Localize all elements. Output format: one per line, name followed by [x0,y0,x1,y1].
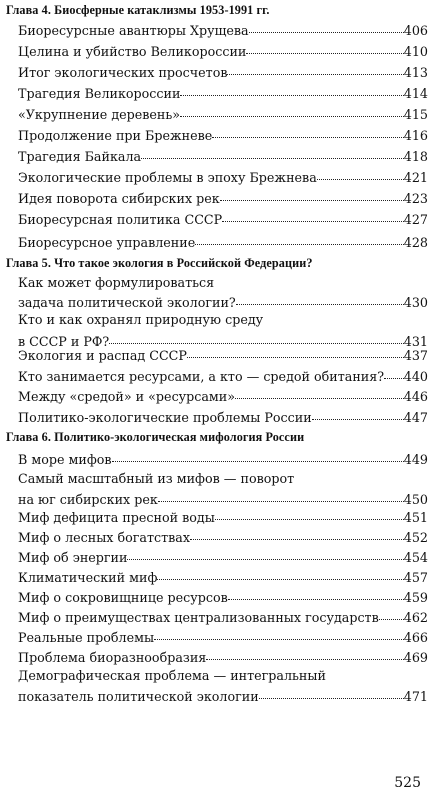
entry-page: 471 [403,688,428,704]
dot-leader [222,221,404,222]
dot-leader [379,619,404,620]
toc-entry [18,193,428,206]
entry-page: 469 [403,650,428,665]
toc-entry [18,46,428,59]
toc-entry [18,632,428,645]
dot-leader [158,501,404,502]
dot-leader [227,74,403,75]
toc-entry [18,592,428,605]
entry-page: 428 [403,235,428,250]
entry-page: 416 [403,128,428,143]
entry-title: В море мифов [18,452,112,467]
dot-leader [180,95,403,96]
entry-page: 454 [403,550,428,565]
toc-entry [18,214,428,227]
dot-leader [112,461,404,462]
entry-title: Политико-экологические проблемы России [18,410,312,425]
entry-title: Реальные проблемы [18,630,155,645]
dot-leader [246,53,403,54]
dot-leader [259,698,404,699]
toc-entry [18,412,428,425]
dot-leader [236,304,404,305]
toc-entry [18,473,428,506]
page-number: 525 [394,775,421,791]
toc-entry [18,454,428,467]
toc-entry [18,25,428,38]
dot-leader [384,378,404,379]
entry-title: Миф об энергии [18,550,128,565]
entry-page: 459 [403,590,428,605]
dot-leader [127,559,403,560]
dot-leader [317,179,404,180]
dot-leader [195,244,404,245]
dot-leader [228,599,404,600]
entry-title: Биоресурсные авантюры Хрущева [18,23,249,38]
toc-entry [18,532,428,545]
entry-title: Трагедия Великороссии [18,86,181,101]
dot-leader [220,200,404,201]
entry-title: Миф дефицита пресной воды [18,510,215,525]
toc-entry [18,237,428,250]
entry-title: Продолжение при Брежневе [18,128,213,143]
entry-title: Трагедия Байкала [18,149,142,164]
entry-title: Экологические проблемы в эпоху Брежнева [18,170,317,185]
chapter-5-heading: Глава 5. Что такое экология в Российской Федерации? [6,256,313,270]
entry-title: Миф о сокровищнице ресурсов [18,590,228,605]
dot-leader [180,116,404,117]
entry-page: 430 [403,294,428,310]
toc-entry [18,67,428,80]
toc-entry [18,512,428,525]
entry-title-line1: Самый масштабный из мифов — поворот [18,471,295,486]
entry-title: Климатический миф [18,570,158,585]
entry-title: Миф о лесных богатствах [18,530,190,545]
entry-page: 466 [403,630,428,645]
dot-leader [206,659,404,660]
entry-title: Биоресурсное управление [18,235,196,250]
toc-entry [18,172,428,185]
dot-leader [212,137,404,138]
entry-title-line1: Как может формулироваться [18,275,215,290]
toc-entry [18,391,428,404]
dot-leader [312,419,404,420]
entry-title: Целина и убийство Великороссии [18,44,247,59]
entry-page: 431 [403,333,428,349]
entry-page: 451 [403,510,428,525]
dot-leader [187,357,404,358]
entry-page: 415 [403,107,428,122]
entry-title: показатель политической экологии [18,688,259,704]
entry-title: Кто занимается ресурсами, а кто — средой обитания? [18,369,385,384]
entry-page: 423 [403,191,428,206]
entry-title: Экология и распад СССР [18,348,187,363]
entry-page: 418 [403,149,428,164]
entry-title-line1: Демографическая проблема — интегральный [18,668,326,683]
toc-entry [18,371,428,384]
entry-title-line1: Кто и как охранял природную среду [18,312,264,327]
entry-page: 437 [403,348,428,363]
entry-title: Проблема биоразнообразия [18,650,207,665]
entry-page: 413 [403,65,428,80]
entry-page: 449 [403,452,428,467]
dot-leader [154,639,404,640]
dot-leader [109,343,404,344]
dot-leader [141,158,404,159]
entry-title: в СССР и РФ? [18,333,110,349]
entry-page: 406 [403,23,428,38]
entry-title: Между «средой» и «ресурсами» [18,389,236,404]
entry-title: Биоресурсная политика СССР [18,212,223,227]
entry-page: 452 [403,530,428,545]
entry-page: 427 [403,212,428,227]
toc-entry [18,151,428,164]
entry-page: 421 [403,170,428,185]
toc-entry [18,552,428,565]
entry-page: 450 [403,491,428,507]
toc-entry [18,130,428,143]
entry-page: 410 [403,44,428,59]
toc-entry [18,612,428,625]
dot-leader [157,579,403,580]
chapter-4-heading: Глава 4. Биосферные катаклизмы 1953-1991 гг. [6,3,270,17]
dot-leader [235,398,404,399]
entry-page: 440 [403,369,428,384]
entry-page: 462 [403,610,428,625]
toc-entry [18,88,428,101]
entry-title: на юг сибирских рек [18,491,158,507]
dot-leader [249,32,404,33]
toc-entry [18,277,428,309]
dot-leader [190,539,404,540]
entry-title: «Укрупнение деревень» [18,107,181,122]
entry-page: 446 [403,389,428,404]
entry-title: задача политической экологии? [18,294,236,310]
chapter-6-heading: Глава 6. Политико-экологическая мифология России [6,430,305,444]
entry-page: 457 [403,570,428,585]
entry-title: Идея поворота сибирских рек [18,191,220,206]
dot-leader [215,519,404,520]
toc-entry [18,652,428,665]
entry-title: Итог экологических просчетов [18,65,228,80]
entry-title: Миф о преимуществах централизованных государств [18,610,379,625]
toc-entry [18,109,428,122]
entry-page: 414 [403,86,428,101]
entry-page: 447 [403,410,428,425]
toc-entry [18,572,428,585]
toc-entry [18,670,428,703]
toc-entry [18,350,428,363]
toc-entry [18,314,428,348]
